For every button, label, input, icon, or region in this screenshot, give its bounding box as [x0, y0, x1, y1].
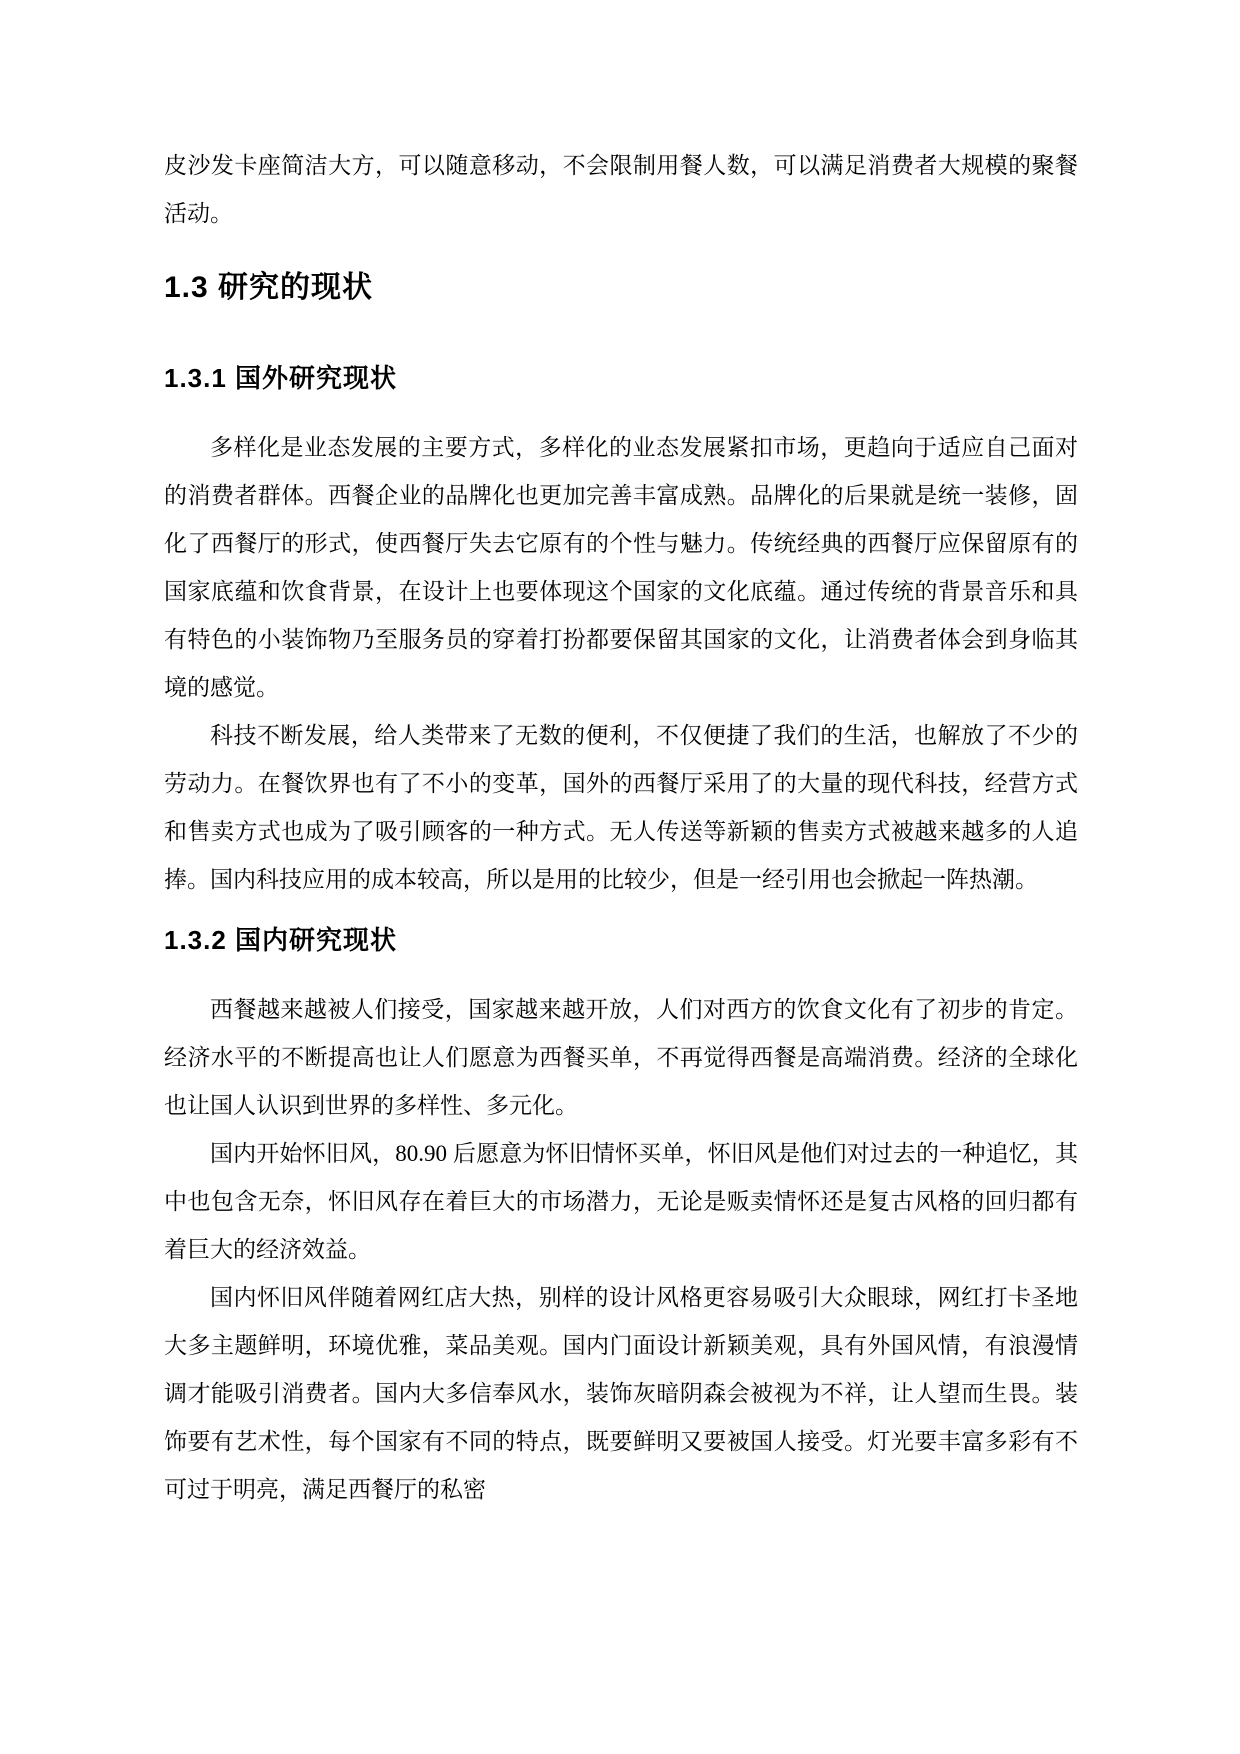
subsection-heading-foreign-research: 1.3.1 国外研究现状 [164, 363, 398, 393]
subsection-heading-domestic-research: 1.3.2 国内研究现状 [164, 925, 398, 955]
paragraph-domestic-research-1: 西餐越来越被人们接受，国家越来越开放，人们对西方的饮食文化有了初步的肯定。经济水平的不断提高也让人们愿意为西餐买单，不再觉得西餐是高端消费。经济的全球化也让国人认识到世界的多样性、多元化。 [164, 997, 1078, 1118]
paragraph-domestic-research-3: 国内怀旧风伴随着网红店大热，别样的设计风格更容易吸引大众眼球，网红打卡圣地大多主题鲜明，环境优雅，菜品美观。国内门面设计新颖美观，具有外国风情，有浪漫情调才能吸引消费者。国内大多信奉风水，装饰灰暗阴森会被视为不祥，让人望而生畏。装饰要有艺术性，每个国家有不同的特点，既要鲜明又要被国人接受。灯光要丰富多彩有不可过于明亮，满足西餐厅的私密 [164, 1285, 1078, 1502]
section-heading-research-status: 1.3 研究的现状 [164, 271, 374, 304]
paragraph-foreign-research-2: 科技不断发展，给人类带来了无数的便利，不仅便捷了我们的生活，也解放了不少的劳动力。在餐饮界也有了不小的变革，国外的西餐厅采用了的大量的现代科技，经营方式和售卖方式也成为了吸引顾客的一种方式。无人传送等新颖的售卖方式被越来越多的人追捧。国内科技应用的成本较高，所以是用的比较少，但是一经引用也会掀起一阵热潮。 [164, 723, 1078, 892]
paragraph-domestic-research-2: 国内开始怀旧风，80.90 后愿意为怀旧情怀买单，怀旧风是他们对过去的一种追忆，其中也包含无奈，怀旧风存在着巨大的市场潜力，无论是贩卖情怀还是复古风格的回归都有着巨大的经济效益。 [164, 1141, 1078, 1262]
paragraph-continuation: 皮沙发卡座简洁大方，可以随意移动，不会限制用餐人数，可以满足消费者大规模的聚餐活动。 [164, 153, 1078, 226]
paragraph-foreign-research-1: 多样化是业态发展的主要方式，多样化的业态发展紧扣市场，更趋向于适应自己面对的消费者群体。西餐企业的品牌化也更加完善丰富成熟。品牌化的后果就是统一装修，固化了西餐厅的形式，使西餐厅失去它原有的个性与魅力。传统经典的西餐厅应保留原有的国家底蕴和饮食背景，在设计上也要体现这个国家的文化底蕴。通过传统的背景音乐和具有特色的小装饰物乃至服务员的穿着打扮都要保留其国家的文化，让消费者体会到身临其境的感觉。 [164, 435, 1078, 700]
